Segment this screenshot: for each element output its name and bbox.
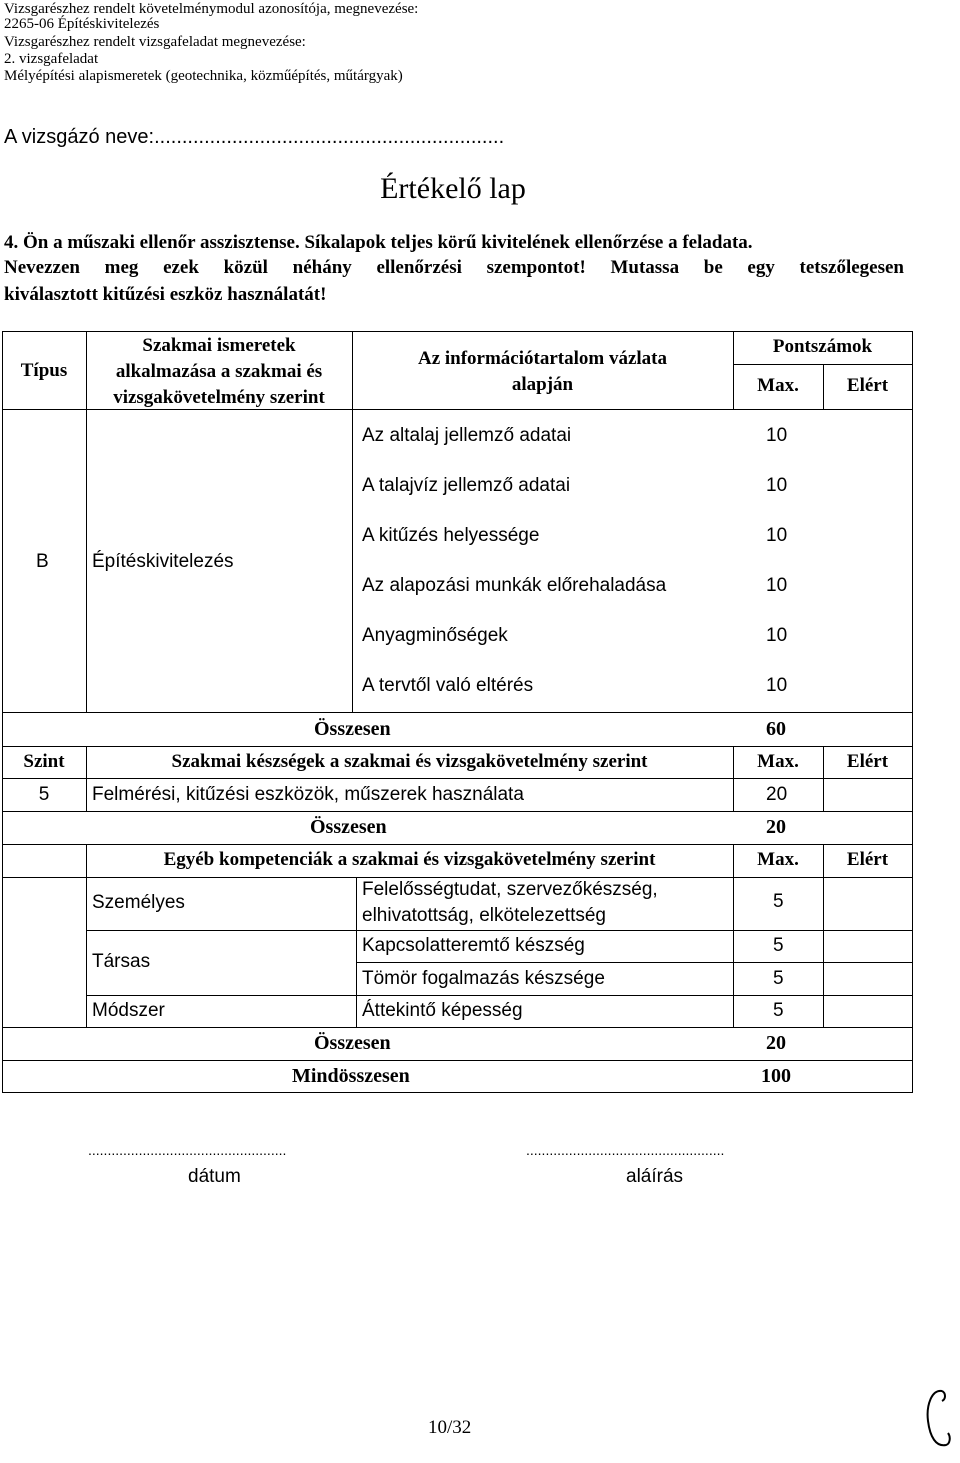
header-line-2: 2265-06 Építéskivitelezés [4,16,160,32]
total-label: Összesen [314,1032,391,1054]
total-value: 20 [766,816,786,838]
handwritten-initial [920,1385,960,1455]
social-max-1: 5 [773,935,784,956]
item-label: A talajvíz jellemző adatai [362,475,571,496]
col-knowledge-header-1: Szakmai ismeretek [142,335,296,356]
competency-achieved-header: Elért [846,849,889,870]
header-line-4: 2. vizsgafeladat [4,51,99,67]
competency-header: Egyéb kompetenciák a szakmai és vizsgakövetelmény szerint [163,849,656,870]
personal-label: Személyes [92,892,185,913]
date-label: dátum [188,1166,241,1187]
skill-level: 5 [38,784,50,805]
skills-header: Szakmai készségek a szakmai és vizsgakövetelmény szerint [171,751,648,772]
personal-max: 5 [773,891,784,912]
item-max: 10 [766,475,788,496]
personal-item-2: elhivatottság, elkötelezettség [362,905,606,926]
social-max-2: 5 [773,968,784,989]
method-item: Áttekintő képesség [362,1000,523,1021]
total-label: Összesen [310,816,387,838]
page-title: Értékelő lap [380,172,526,205]
grand-total-value: 100 [761,1065,791,1087]
col-info-header-2: alapján [511,374,574,395]
social-item-1: Kapcsolatteremtő készség [362,935,585,956]
page-number: 10/32 [428,1417,472,1438]
total-value: 60 [766,718,786,740]
col-knowledge-header-3: vizsgakövetelmény szerint [113,387,325,408]
total-value: 20 [766,1032,786,1054]
examinee-name-line: A vizsgázó neve:............................................................... [4,126,505,148]
method-max: 5 [773,1000,784,1021]
date-dots: ................................................... [88,1142,287,1158]
skill-max: 20 [766,784,788,805]
total-label: Összesen [314,718,391,740]
task-line-2: Nevezzen meg ezek közül néhány ellenőrzési szempontot! Mutassa be egy tetszőlegesen [4,257,904,278]
header-line-5: Mélyépítési alapismeretek (geotechnika, közműépítés, műtárgyak) [4,68,403,84]
item-label: Anyagminőségek [362,625,508,646]
col-type-header: Típus [20,360,68,381]
header-line-3: Vizsgarészhez rendelt vizsgafeladat megnevezése: [4,34,306,50]
item-max: 10 [766,525,788,546]
skill-label: Felmérési, kitűzési eszközök, műszerek használata [92,784,524,805]
col-max-header: Max. [757,375,799,396]
header-line-1: Vizsgarészhez rendelt követelménymodul azonosítója, megnevezése: [4,1,419,17]
item-max: 10 [766,675,788,696]
skills-max-header: Max. [757,751,799,772]
col-knowledge-header-2: alkalmazása a szakmai és [115,361,323,382]
skills-achieved-header: Elért [846,751,889,772]
task-line-1: 4. Ön a műszaki ellenőr asszisztense. Síkalapok teljes körű kivitelének ellenőrzése a feladata. [4,232,753,253]
col-points-header: Pontszámok [772,336,873,357]
signature-label: aláírás [626,1166,684,1187]
signature-dots: ................................................... [526,1142,725,1158]
col-achieved-header: Elért [846,375,889,396]
category-cell: Építéskivitelezés [92,551,234,572]
grand-total-label: Mindösszesen [292,1065,410,1087]
item-max: 10 [766,575,788,596]
social-item-2: Tömör fogalmazás készsége [362,968,605,989]
competency-max-header: Max. [757,849,799,870]
type-cell: B [36,551,49,572]
task-line-3: kiválasztott kitűzési eszköz használatát! [4,284,327,305]
item-label: A tervtől való eltérés [362,675,534,696]
personal-item-1: Felelősségtudat, szervezőkészség, [362,879,658,900]
item-label: Az altalaj jellemző adatai [362,425,572,446]
item-label: A kitűzés helyessége [362,525,540,546]
method-label: Módszer [92,1000,165,1021]
col-info-header-1: Az információtartalom vázlata [417,348,668,369]
item-max: 10 [766,425,788,446]
item-max: 10 [766,625,788,646]
item-label: Az alapozási munkák előrehaladása [362,575,667,596]
skills-level-header: Szint [23,751,65,772]
social-label: Társas [92,951,151,972]
